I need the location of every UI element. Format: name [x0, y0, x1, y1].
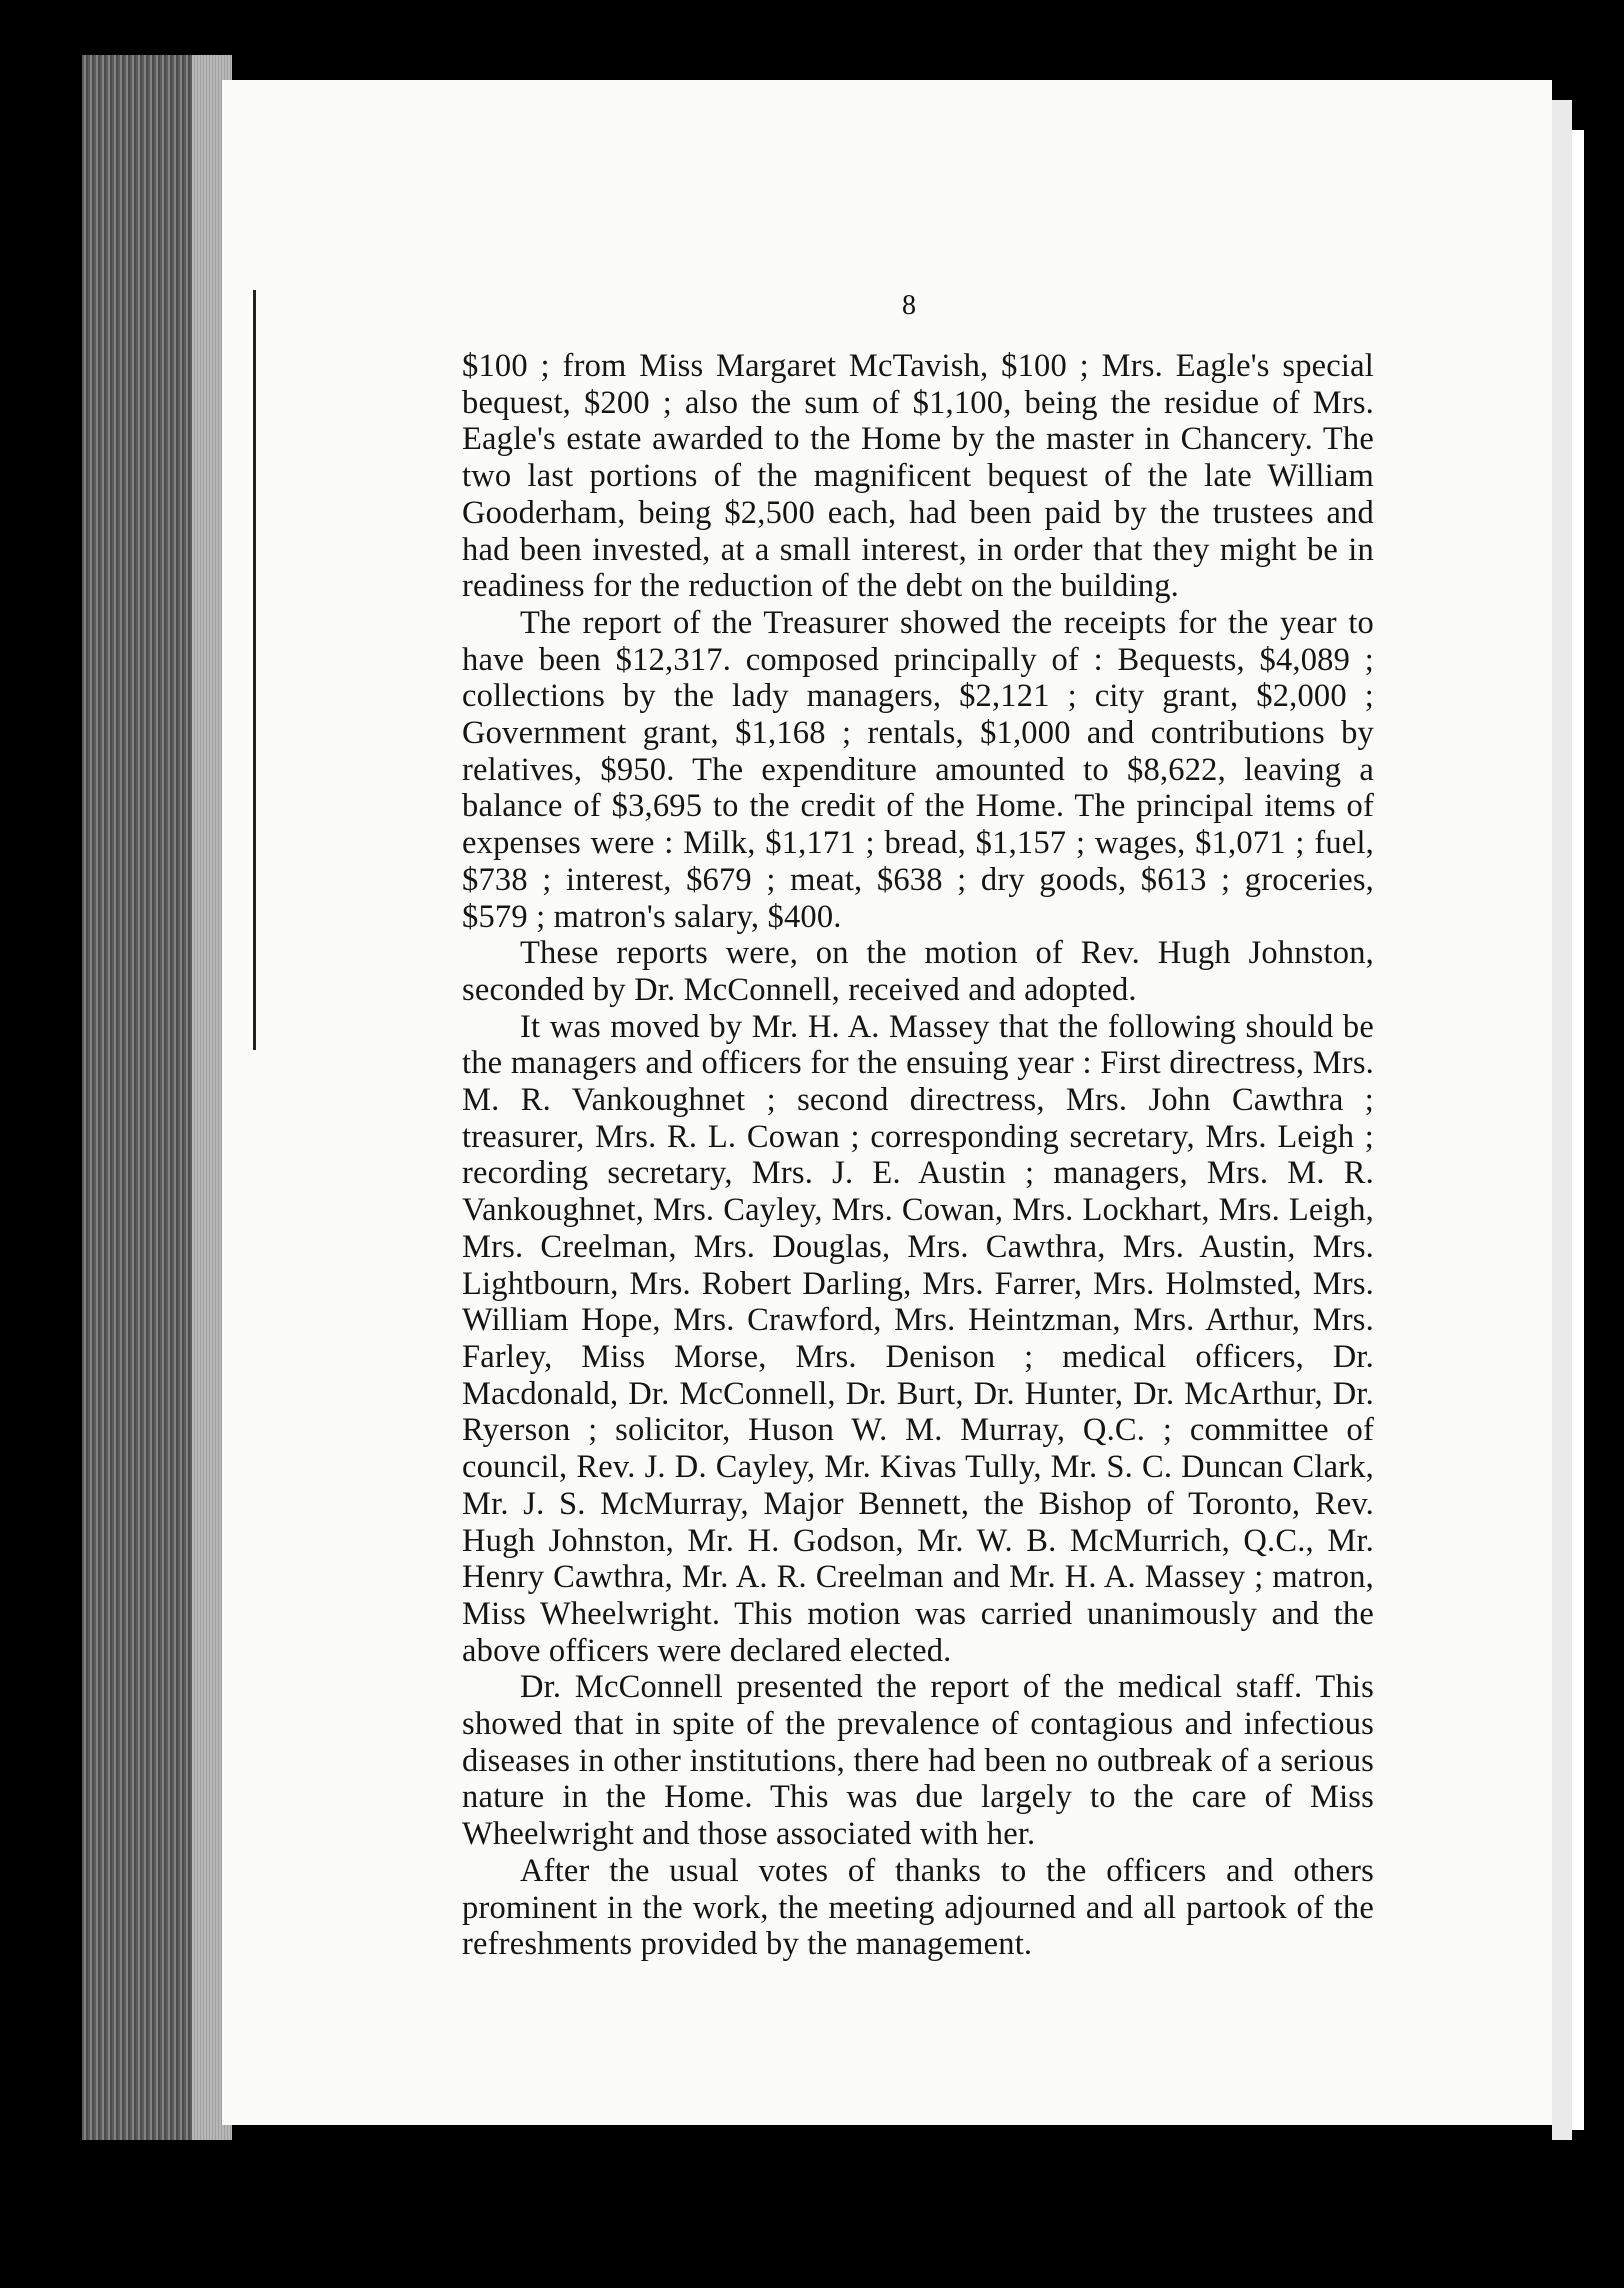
page-text	[462, 348, 1374, 1963]
next-page-edge	[1572, 130, 1584, 2130]
page-number: 8	[902, 290, 916, 321]
margin-mark	[253, 290, 256, 1050]
book-binding	[82, 55, 232, 2140]
paragraph-5: Dr. McConnell presented the report of the medical staff. This showed that in spite of the prevalence of contagious and infectious diseases in other institutions, there had been no outbreak of a serious nature in the Home. This was due largely to the care of Miss Wheelwright and those associated with her.	[462, 1669, 1374, 1853]
paragraph-4: It was moved by Mr. H. A. Massey that the following should be the managers and officers for the ensuing year : First directress, Mrs. M. R. Vankoughnet ; second directress, Mrs. John Cawthra ; treasurer, Mrs. R. L. Cowan ; corresponding secretary, Mrs. Leigh ; recording secretary, Mrs. J. E. Austin ; managers, Mrs. M. R. Vankoughnet, Mrs. Cayley, Mrs. Cowan, Mrs. Lockhart, Mrs. Leigh, Mrs. Creelman, Mrs. Douglas, Mrs. Cawthra, Mrs. Austin, Mrs. Lightbourn, Mrs. Robert Darling, Mrs. Farrer, Mrs. Holmsted, Mrs. William Hope, Mrs. Crawford, Mrs. Heintzman, Mrs. Arthur, Mrs. Farley, Miss Morse, Mrs. Denison ; medical officers, Dr. Macdonald, Dr. McConnell, Dr. Burt, Dr. Hunter, Dr. McArthur, Dr. Ryerson ; solicitor, Huson W. M. Murray, Q.C. ; committee of council, Rev. J. D. Cayley, Mr. Kivas Tully, Mr. S. C. Duncan Clark, Mr. J. S. McMurray, Major Bennett, the Bishop of Toronto, Rev. Hugh Johnston, Mr. H. Godson, Mr. W. B. McMurrich, Q.C., Mr. Henry Cawthra, Mr. A. R. Creelman and Mr. H. A. Massey ; matron, Miss Wheelwright. This motion was carried unanimously and the above officers were declared elected.	[462, 1008, 1374, 1669]
paragraph-3: These reports were, on the motion of Rev. Hugh Johnston, seconded by Dr. McConnell, received and adopted.	[462, 935, 1374, 1008]
page-edge-right	[1552, 100, 1572, 2140]
paragraph-1: $100 ; from Miss Margaret McTavish, $100 ; Mrs. Eagle's special bequest, $200 ; also the sum of $1,100, being the residue of Mrs. Eagle's estate awarded to the Home by the master in Chancery. The two last portions of the magnificent bequest of the late William Gooderham, being $2,500 each, had been paid by the trustees and had been invested, at a small interest, in order that they might be in readiness for the reduction of the debt on the building.	[462, 348, 1374, 605]
paragraph-6: After the usual votes of thanks to the officers and others prominent in the work, the meeting adjourned and all partook of the refreshments provided by the management.	[462, 1852, 1374, 1963]
paragraph-2: The report of the Treasurer showed the receipts for the year to have been $12,317. composed principally of : Bequests, $4,089 ; collections by the lady managers, $2,121 ; city grant, $2,000 ; Government grant, $1,168 ; rentals, $1,000 and contributions by relatives, $950. The expenditure amounted to $8,622, leaving a balance of $3,695 to the credit of the Home. The principal items of expenses were : Milk, $1,171 ; bread, $1,157 ; wages, $1,071 ; fuel, $738 ; interest, $679 ; meat, $638 ; dry goods, $613 ; groceries, $579 ; matron's salary, $400.	[462, 604, 1374, 935]
